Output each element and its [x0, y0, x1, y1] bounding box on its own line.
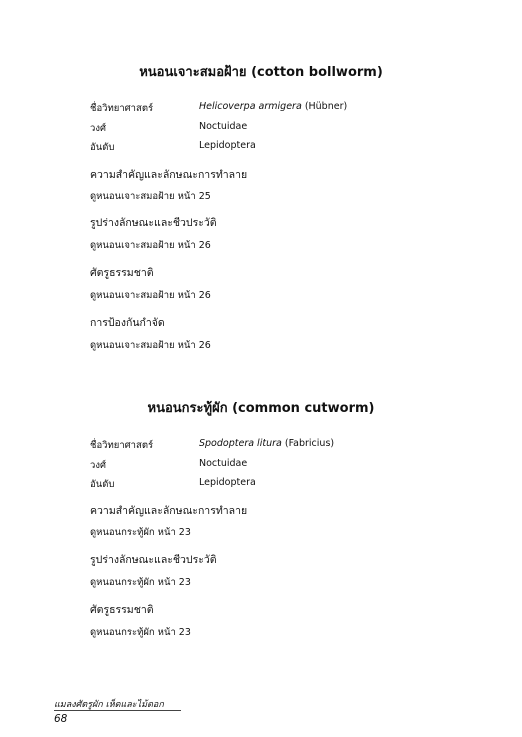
pest2-section-ref: ดูหนอนกระทู้ผัก หน้า 23 [90, 627, 191, 638]
pest1-section-heading: ศัตรูธรรมชาติ [90, 267, 154, 279]
footer-book-title: แมลงศัตรูผัก เห็ดและไม้ดอก [54, 700, 164, 710]
pest2-sci-name-line [199, 438, 334, 449]
pest1-section-ref: ดูหนอนเจาะสมอฝ้าย หน้า 26 [90, 240, 211, 251]
pest1-section-heading: การป้องกันกำจัด [90, 317, 165, 329]
pest2-order: Lepidoptera [199, 477, 256, 488]
pest1-section-ref: ดูหนอนเจาะสมอฝ้าย หน้า 25 [90, 191, 211, 202]
pest2-section-ref: ดูหนอนกระทู้ผัก หน้า 23 [90, 577, 191, 588]
pest2-order-label: อันดับ [90, 479, 115, 490]
pest1-order-label: อันดับ [90, 142, 115, 153]
pest2-section-heading: รูปร่างลักษณะและชีวประวัติ [90, 554, 217, 566]
pest2-sci-label: ชื่อวิทยาศาสตร์ [90, 440, 154, 451]
page-number: 68 [54, 713, 68, 725]
pest1-section-ref: ดูหนอนเจาะสมอฝ้าย หน้า 26 [90, 290, 211, 301]
pest2-sci-author: (Fabricius) [284, 438, 335, 449]
footer-divider [54, 710, 181, 711]
pest1-title: หนอนเจาะสมอฝ้าย (cotton bollworm) [139, 65, 383, 80]
pest1-order: Lepidoptera [199, 140, 256, 151]
pest2-family-label: วงศ์ [90, 460, 107, 471]
pest1-sci-label: ชื่อวิทยาศาสตร์ [90, 103, 154, 114]
pest1-section-ref: ดูหนอนเจาะสมอฝ้าย หน้า 26 [90, 340, 211, 351]
pest2-family: Noctuidae [199, 458, 248, 469]
pest1-section-heading: ความสำคัญและลักษณะการทำลาย [90, 169, 248, 181]
pest2-section-heading: ศัตรูธรรมชาติ [90, 604, 154, 616]
pest1-section-heading: รูปร่างลักษณะและชีวประวัติ [90, 217, 217, 229]
pest2-section-heading: ความสำคัญและลักษณะการทำลาย [90, 505, 248, 517]
pest2-sci-name: Spodoptera litura [199, 438, 282, 449]
pest2-section-ref: ดูหนอนกระทู้ผัก หน้า 23 [90, 527, 191, 538]
pest1-sci-author: (Hübner) [304, 101, 348, 112]
pest2-title: หนอนกระทู้ผัก (common cutworm) [147, 401, 375, 416]
pest1-sci-name: Helicoverpa armigera [199, 101, 302, 112]
pest1-family: Noctuidae [199, 121, 248, 132]
pest1-sci-name-line [199, 101, 347, 112]
pest1-family-label: วงศ์ [90, 123, 107, 134]
